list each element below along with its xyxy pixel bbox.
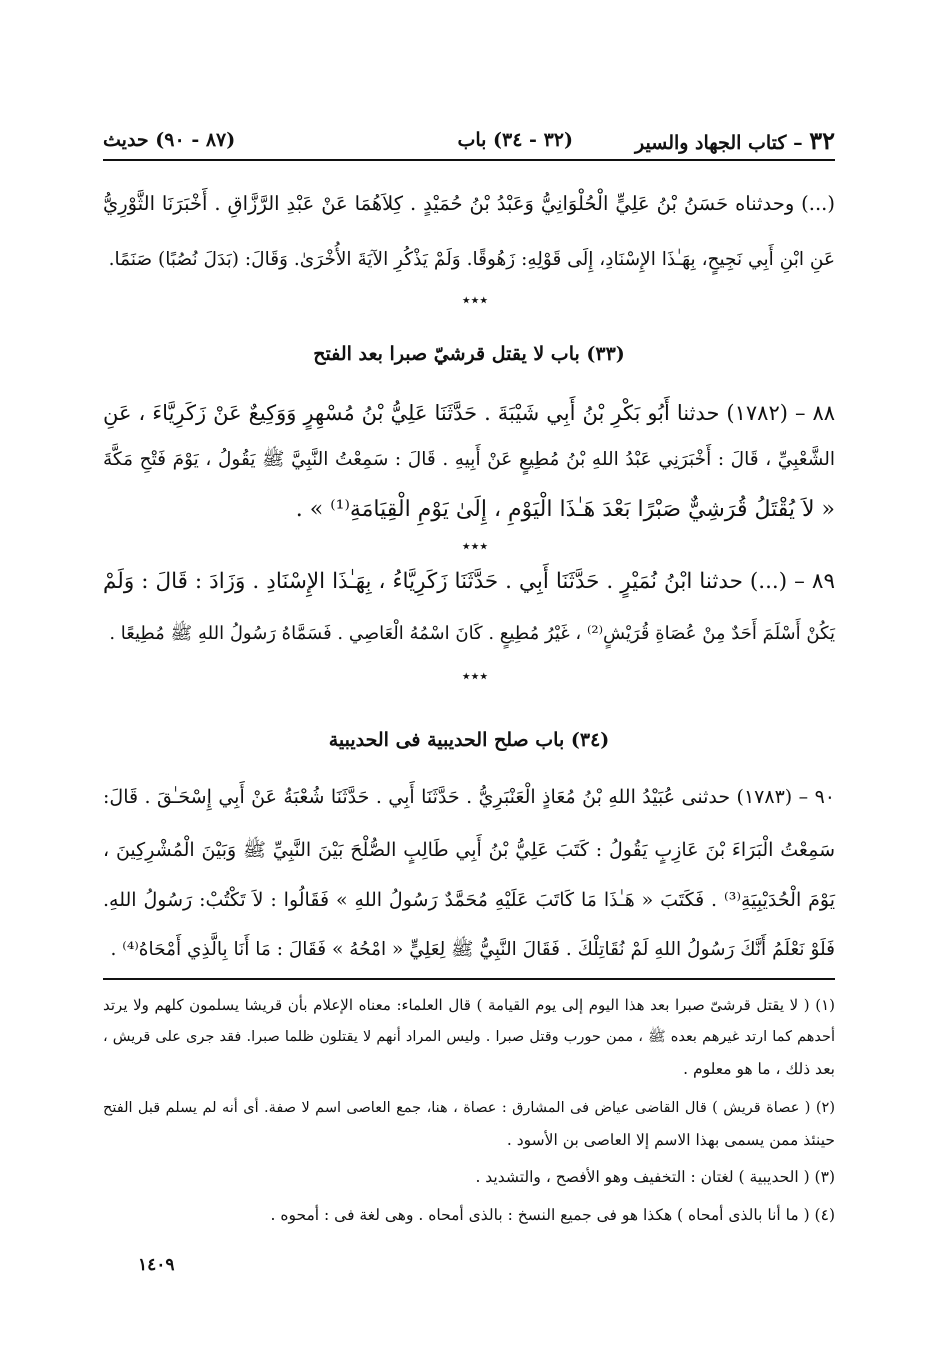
footnote-rule	[103, 978, 835, 980]
text-line: (...) وحدثناه حَسَنُ بْنُ عَلِيٍّ الْحُلْوَانِيُّ وَعَبْدُ بْنُ حُمَيْدٍ . كِلاَهُمَا عَنْ عَبْدِ الرَّزَّاقِ . أَخْبَرَنَا الثَّوْرِيُّ	[103, 192, 835, 215]
text-line: ٨٩ – (...) حدثنا ابْنُ نُمَيْرٍ . حَدَّثَنَا أَبِي . حَدَّثَنَا زَكَرِيَّاءُ ، بِهَـٰذَا الإِسْنَادِ . وَزَادَ : قَالَ : وَلَمْ	[103, 569, 835, 594]
folio-number: ١٤٠٩	[138, 1255, 175, 1275]
text-line: فَلَوْ نَعْلَمُ أَنَّكَ رَسُولُ اللهِ لَمْ نُقَاتِلْكَ . فَقَالَ النَّبِيُّ ﷺ لِعَلِيٍّ « امْحُهُ » فَقَالَ : مَا أَنَا بِالَّذِي أَمْحَاهُ⁽⁴⁾ .	[110, 939, 835, 960]
text-line: ٨٨ – (١٧٨٢) حدثنا أَبُو بَكْرِ بْنُ أَبِي شَيْبَةَ . حَدَّثَنَا عَلِيُّ بْنُ مُسْهِرٍ وَوَكِيعٌ عَنْ زَكَرِيَّاءَ ، عَنِ	[103, 401, 836, 425]
separator-stars: ٭٭٭	[461, 666, 489, 685]
footnote-line: (٣) ( الحديبية ) لغتان : التخفيف وهو الأفصح ، والتشديد .	[475, 1168, 835, 1186]
text-line: يَكُنْ أَسْلَمَ أَحَدٌ مِنْ عُصَاةِ قُرَيْشٍ⁽²⁾ ، غَيْرُ مُطِيعٍ . كَانَ اسْمُهُ الْعَاصِي . فَسَمَّاهُ رَسُولُ اللهِ ﷺ مُطِيعًا .	[109, 623, 835, 644]
running-header	[103, 122, 835, 158]
header-bab-range: (٣٢ - ٣٤) باب	[457, 129, 573, 151]
chapter-heading-34: (٣٤) باب صلح الحديبية فى الحديبية	[328, 729, 610, 751]
footnote-line: (١) ( لا يقتل قرشىّ صبرا بعد هذا اليوم إلى يوم القيامة ) قال العلماء: معناه الإعلام بأن قريشا يسلمون كلهم ولا يرتد	[103, 996, 835, 1014]
footnote-line: أحدهم كما ارتد غيرهم بعده ﷺ ، ممن حورب وقتل صبرا . وليس المراد أنهم لا يقتلون ظلما صبرا. فقد جرى على قريش ،	[103, 1029, 835, 1045]
text-line: عَنِ ابْنِ أَبِي نَجِيحٍ، بِهَـٰذَا الإِسْنَادِ، إِلَى قَوْلِهِ: زَهُوقًا. وَلَمْ يَذْكُرِ الآيَةَ الأُخْرَىٰ. وَقَالَ: (بَدَلَ نُصُبًا) صَنَمًا.	[108, 249, 835, 270]
chapter-heading-33: (٣٣) باب لا يقتل قرشيّ صبرا بعد الفتح	[313, 343, 625, 365]
header-rule	[103, 159, 835, 161]
header-book-title: – كتاب الجهاد والسير	[635, 131, 803, 154]
footnote-line: (٢) ( عصاة قريش ) قال القاضى عياض فى المشارق : عصاة ، هنا، جمع العاصى اسم لا صفة. أى أنه لم يسلم قبل الفتح	[103, 1100, 835, 1116]
text-line: الشَّعْبِيِّ ، قَالَ : أَخْبَرَنِي عَبْدُ اللهِ بْنُ مُطِيعٍ عَنْ أَبِيهِ . قَالَ : سَمِعْتُ النَّبِيَّ ﷺ يَقُولُ ، يَوْمَ فَتْحِ مَكَّةَ	[103, 449, 835, 470]
text-line: سَمِعْتُ الْبَرَاءَ بْنَ عَازِبٍ يَقُولُ : كَتَبَ عَلِيُّ بْنُ أَبِي طَالِبٍ الصُّلْحَ بَيْنَ النَّبِيِّ ﷺ وَبَيْنَ الْمُشْرِكِينَ ،	[103, 839, 835, 861]
header-hadith-range: (٨٧ - ٩٠) حديث	[103, 129, 236, 151]
separator-stars: ٭٭٭	[461, 536, 489, 555]
header-page-number: ٣٢	[809, 125, 835, 155]
text-line: « لاَ يُقْتَلُ قُرَشِيٌّ صَبْرًا بَعْدَ هَـٰذَا الْيَوْمِ ، إِلَىٰ يَوْمِ الْقِيَامَةِ⁽¹⁾ » .	[295, 497, 835, 522]
footnote-line: بعد ذلك ، ما هو معلوم .	[683, 1060, 835, 1078]
text-line: يَوْمَ الْحُدَيْبِيَةِ⁽³⁾ . فَكَتَبَ « هَـٰذَا مَا كَاتَبَ عَلَيْهِ مُحَمَّدٌ رَسُولُ اللهِ » فَقَالُوا : لاَ تَكْتُبْ: رَسُولُ اللهِ.	[103, 889, 836, 911]
footnote-line: (٤) ( ما أنا بالذى أمحاه ) هكذا هو فى جميع النسخ : بالذى أمحاه . وهى لغة فى : أمحوه .	[270, 1206, 835, 1224]
text-line: ٩٠ – (١٧٨٣) حدثنى عُبَيْدُ اللهِ بْنُ مُعَاذٍ الْعَنْبَرِيُّ . حَدَّثَنَا أَبِي . حَدَّثَنَا شُعْبَةُ عَنْ أَبِي إِسْحَـٰقَ . قَالَ:	[103, 786, 835, 808]
separator-stars: ٭٭٭	[461, 290, 489, 309]
footnote-line: حينئذ ممن يسمى بهذا الاسم إلا العاصى بن الأسود .	[506, 1131, 835, 1149]
header-right	[635, 126, 835, 155]
